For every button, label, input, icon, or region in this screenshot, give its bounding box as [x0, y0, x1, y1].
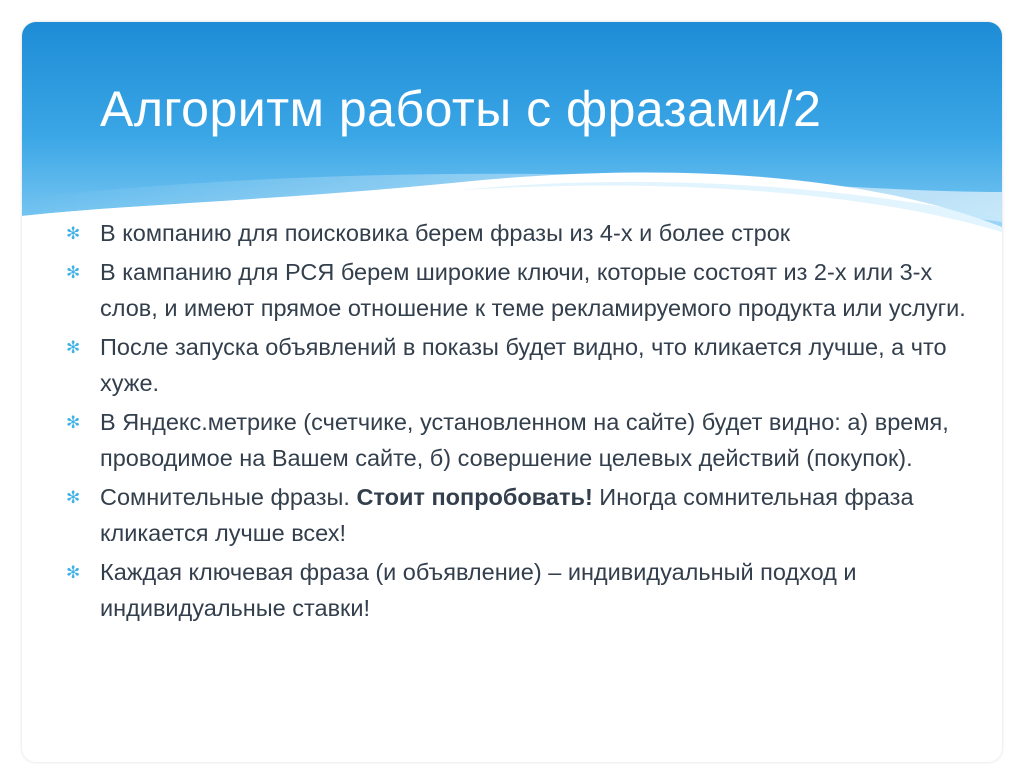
bullet-item — [66, 215, 991, 251]
asterisk-bullet-icon: ✻ — [66, 338, 81, 357]
bullet-item — [66, 404, 991, 476]
bullet-text: После запуска объявлений в показы будет видно, что кликается лучше, а что хуже. — [100, 334, 947, 396]
bullet-text: В компанию для поисковика берем фразы из 4-х и более строк — [100, 220, 791, 246]
bullet-item — [66, 254, 991, 326]
asterisk-bullet-icon: ✻ — [66, 563, 81, 582]
slide-title: Алгоритм работы с фразами/2 — [100, 81, 822, 137]
bullet-text-after: Иногда сомнительная фраза кликается лучше всех! — [100, 484, 914, 546]
asterisk-bullet-icon: ✻ — [66, 488, 81, 507]
bullet-text: В Яндекс.метрике (счетчике, установленном на сайте) будет видно: а) время, проводимое на Вашем сайте, б) совершение целевых действий (покупок). — [100, 409, 949, 471]
bullet-text: Каждая ключевая фраза (и объявление) – индивидуальный подход и индивидуальные ставки! — [100, 559, 857, 621]
asterisk-bullet-icon: ✻ — [66, 413, 81, 432]
bullet-text: В кампанию для РСЯ берем широкие ключи, которые состоят из 2-х или 3-х слов, и имеют прямое отношение к теме рекламируемого продукта или услуги. — [100, 259, 966, 321]
bullet-item — [66, 479, 991, 551]
bullet-list — [66, 215, 991, 629]
bullet-item — [66, 554, 991, 626]
bullet-bold-text: Стоит попробовать! — [356, 484, 593, 510]
slide — [22, 22, 1002, 762]
asterisk-bullet-icon: ✻ — [66, 224, 81, 243]
bullet-text-before: Сомнительные фразы. — [100, 484, 357, 510]
bullet-item — [66, 329, 991, 401]
asterisk-bullet-icon: ✻ — [66, 263, 81, 282]
